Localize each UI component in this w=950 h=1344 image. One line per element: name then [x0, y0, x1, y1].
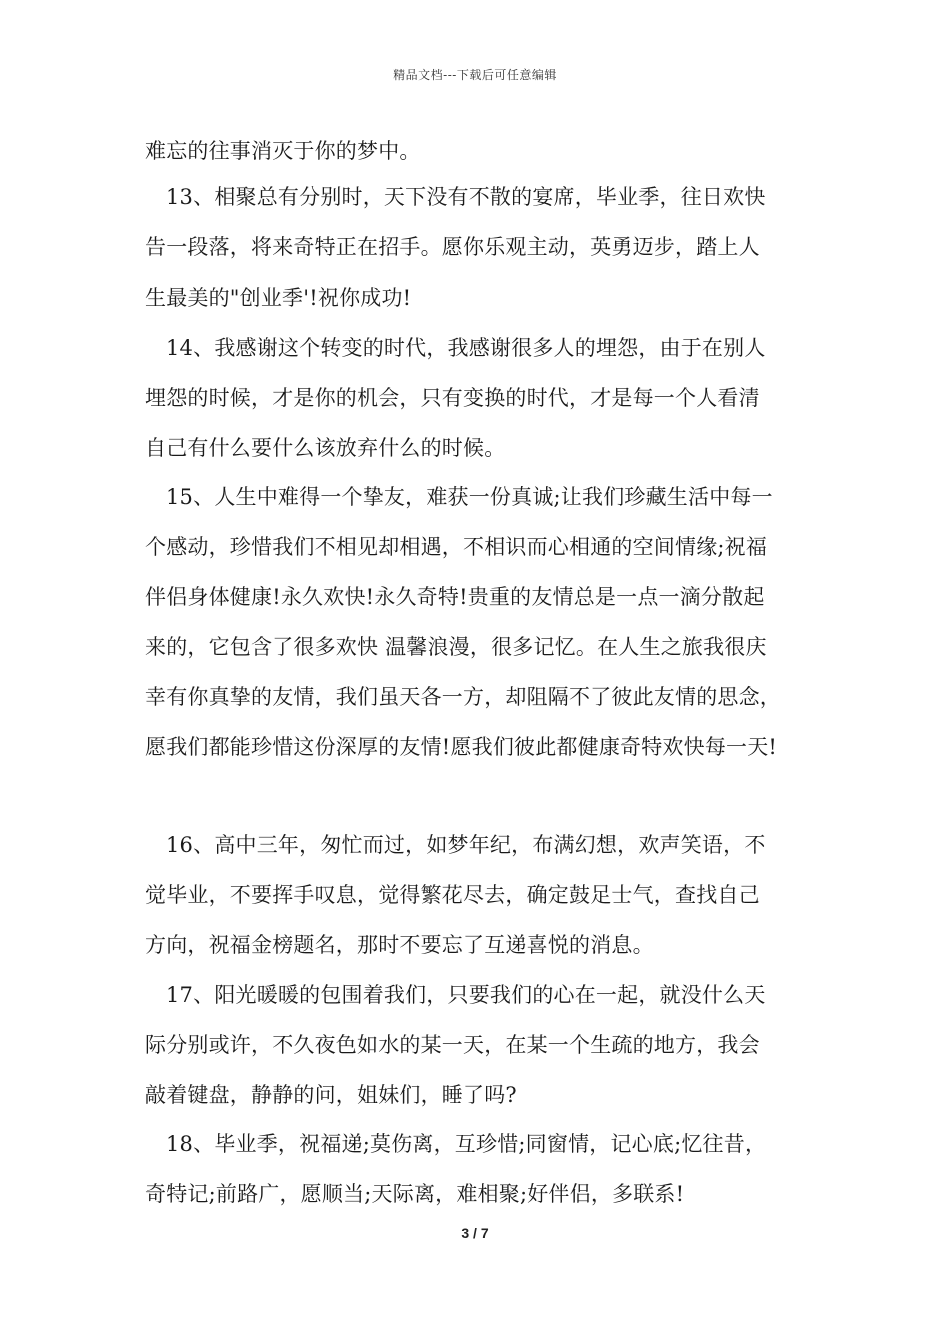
text-line: 际分别或许，不久夜色如水的某一天，在某一个生疏的地方，我会 — [145, 1033, 760, 1057]
text-line: 17、阳光暖暖的包围着我们，只要我们的心在一起，就没什么天 — [166, 983, 766, 1007]
text-line: 伴侣身体健康!永久欢快!永久奇特!贵重的友情总是一点一滴分散起 — [145, 585, 765, 609]
text-line: 愿我们都能珍惜这份深厚的友情!愿我们彼此都健康奇特欢快每一天! — [145, 735, 778, 759]
text-line: 告一段落，将来奇特正在招手。愿你乐观主动，英勇迈步，踏上人 — [145, 235, 760, 259]
text-line: 个感动，珍惜我们不相见却相遇，不相识而心相通的空间情缘;祝福 — [145, 535, 768, 559]
text-line: 14、我感谢这个转变的时代，我感谢很多人的埋怨，由于在别人 — [166, 336, 766, 360]
text-line: 来的，它包含了很多欢快 温馨浪漫，很多记忆。在人生之旅我很庆 — [145, 635, 767, 659]
text-line: 方向，祝福金榜题名，那时不要忘了互递喜悦的消息。 — [145, 933, 654, 957]
text-line: 奇特记;前路广，愿顺当;天际离，难相聚;好伴侣，多联系! — [145, 1182, 685, 1206]
text-line: 自己有什么要什么该放弃什么的时候。 — [145, 436, 506, 460]
text-line: 生最美的"创业季'!祝你成功! — [145, 286, 412, 310]
text-line: 16、高中三年，匆忙而过，如梦年纪，布满幻想，欢声笑语，不 — [166, 833, 766, 857]
page-number: 3 / 7 — [461, 1225, 489, 1241]
text-line: 18、毕业季，祝福递;莫伤离，互珍惜;同窗情，记心底;忆往昔， — [166, 1132, 767, 1156]
text-line: 难忘的往事消灭于你的梦中。 — [145, 139, 421, 163]
text-line: 埋怨的时候，才是你的机会，只有变换的时代，才是每一个人看清 — [145, 386, 760, 410]
text-line: 敲着键盘，静静的问，姐妹们，睡了吗? — [145, 1083, 517, 1107]
page-header: 精品文档---下载后可任意编辑 — [393, 68, 557, 82]
text-line: 15、人生中难得一个挚友，难获一份真诚;让我们珍藏生活中每一 — [166, 485, 773, 509]
text-line: 觉毕业，不要挥手叹息，觉得繁花尽去，确定鼓足士气，查找自己 — [145, 883, 760, 907]
text-line: 幸有你真挚的友情，我们虽天各一方，却阻隔不了彼此友情的思念， — [145, 685, 781, 709]
text-line: 13、相聚总有分别时，天下没有不散的宴席，毕业季，往日欢快 — [166, 185, 766, 209]
